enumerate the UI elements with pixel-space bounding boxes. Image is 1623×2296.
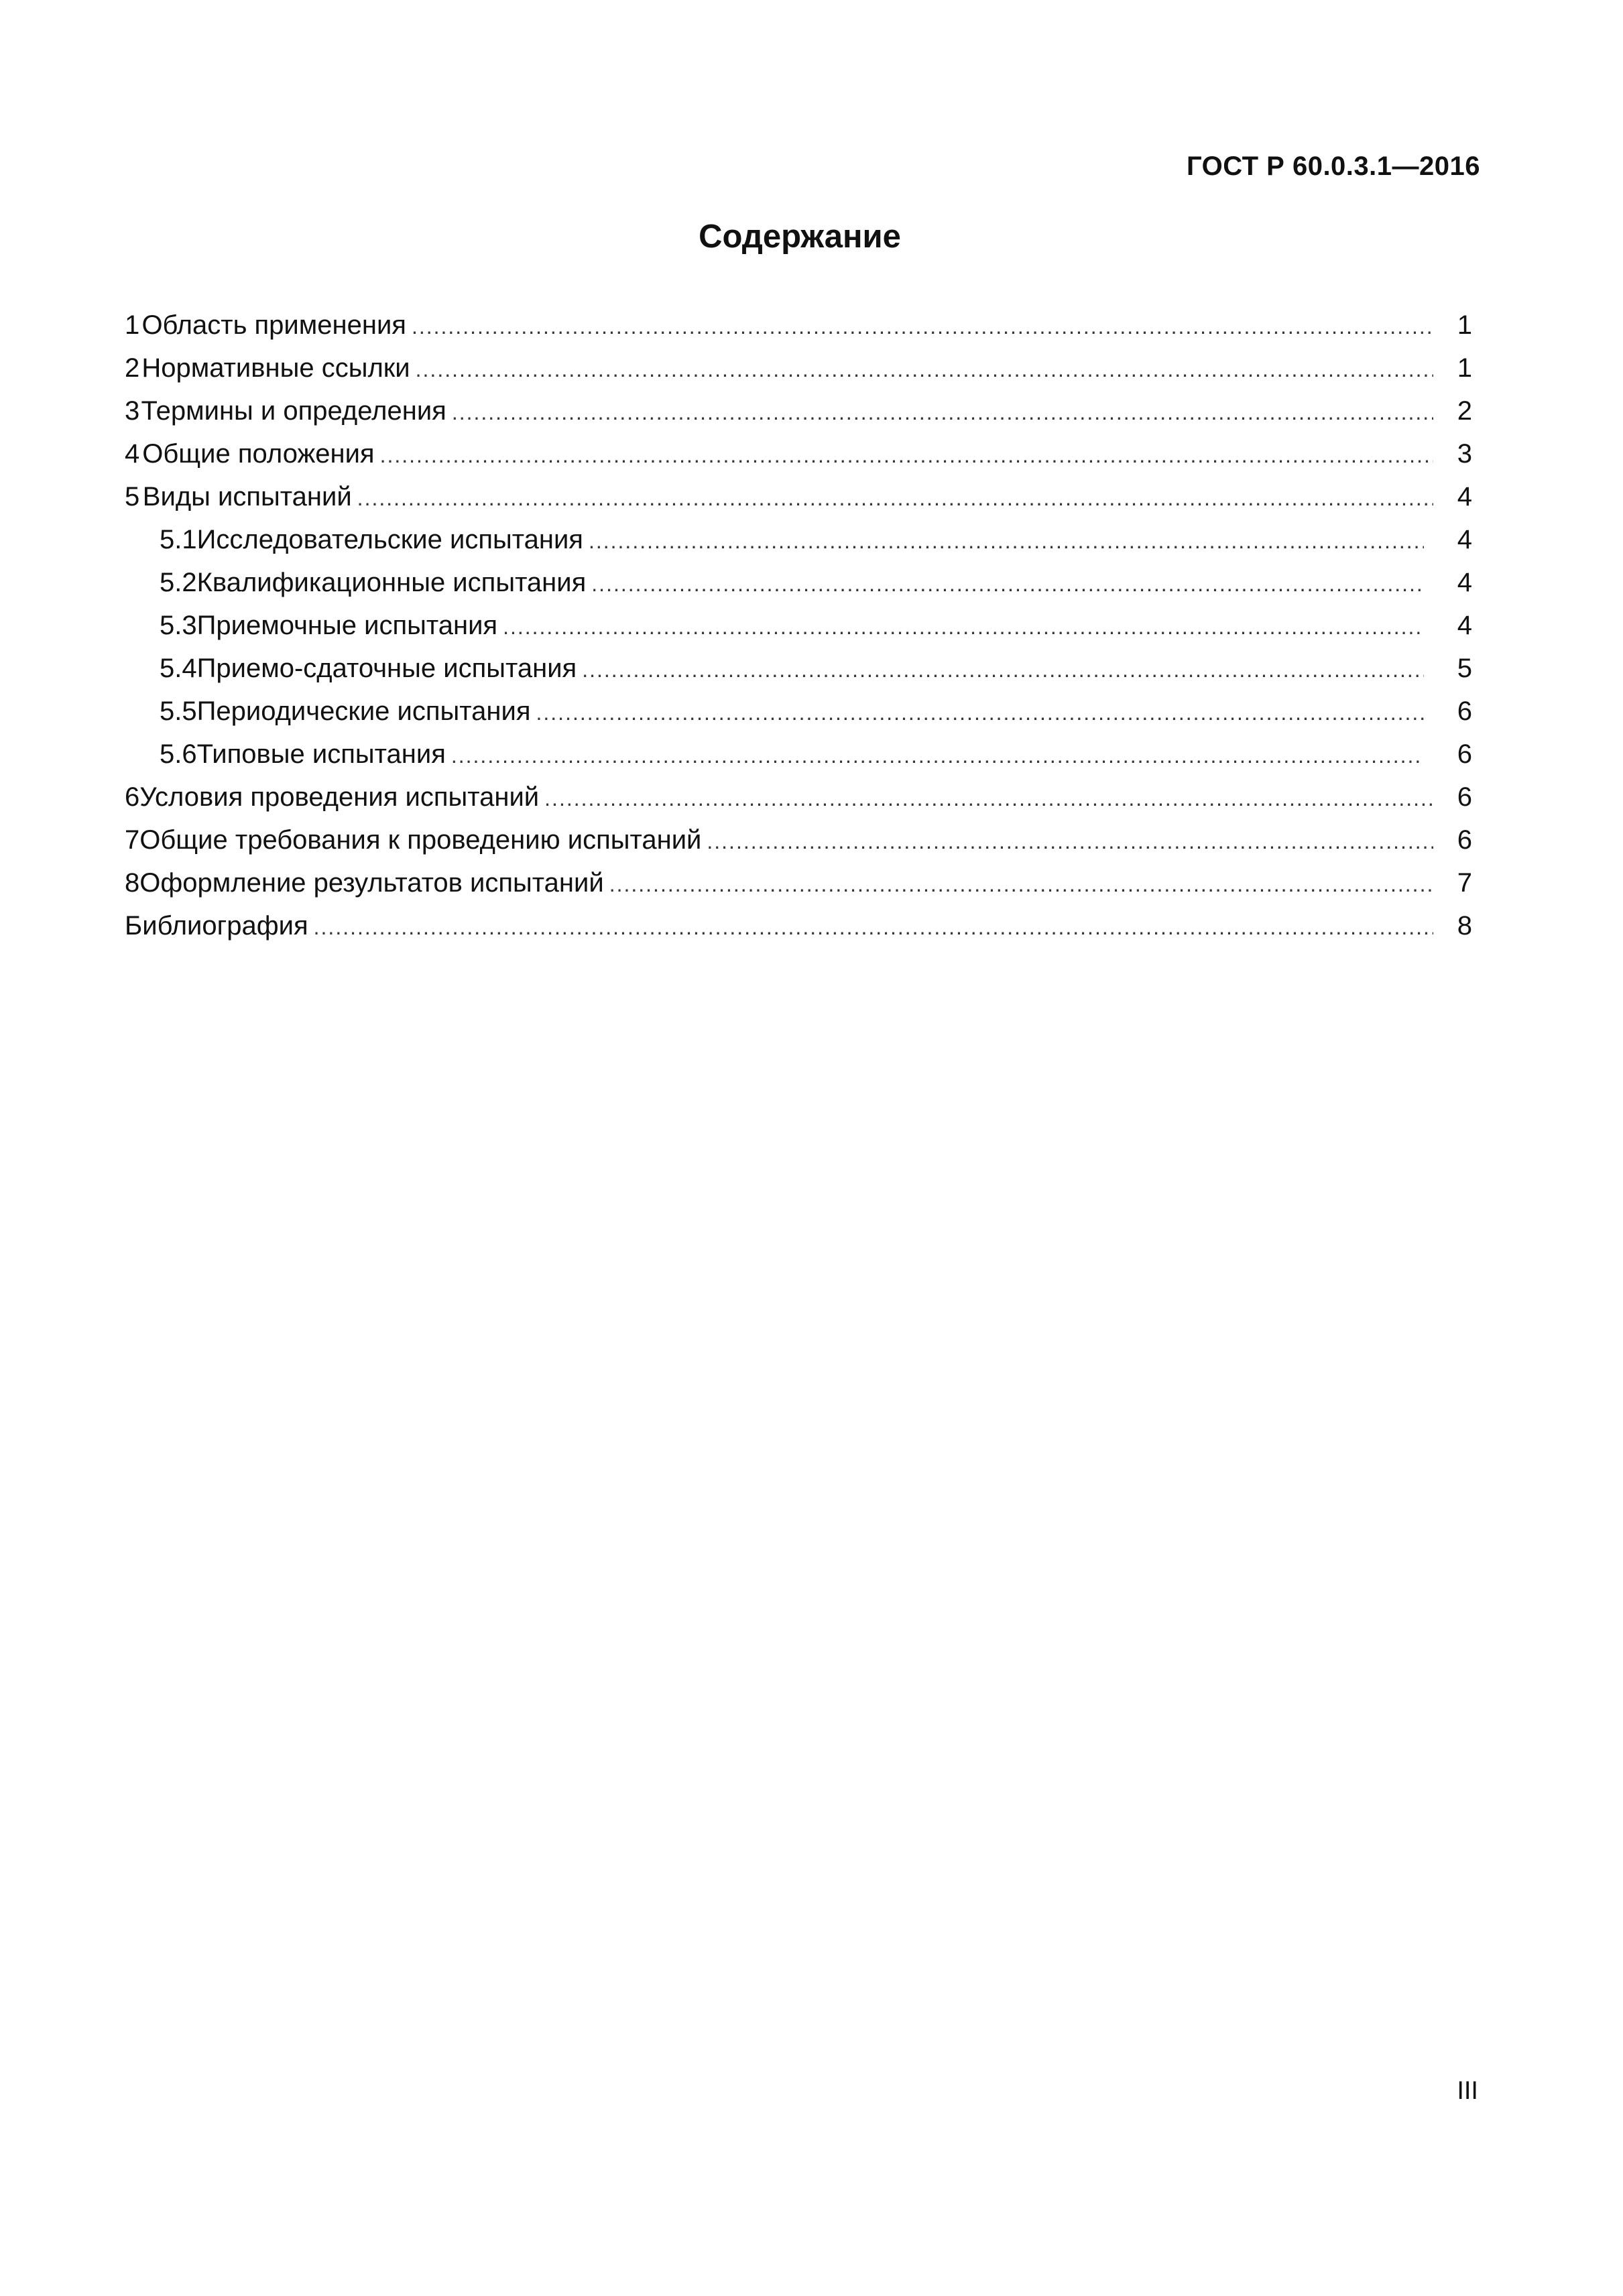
toc-entry-page: 4	[1457, 568, 1472, 597]
toc-entry-2[interactable]	[125, 347, 1472, 389]
toc-dot-leader	[536, 691, 1425, 734]
toc-entry-number: 5.5	[160, 697, 197, 726]
standard-code: ГОСТ Р 60.0.3.1—2016	[1186, 152, 1480, 181]
toc-entry-5-2[interactable]	[125, 561, 1472, 604]
toc-entry-5[interactable]	[125, 475, 1472, 518]
toc-entry-number: 7	[125, 825, 140, 855]
toc-entry-number: 5.6	[160, 739, 197, 769]
toc-entry-page: 7	[1457, 868, 1472, 898]
toc-dot-leader	[416, 348, 1433, 391]
toc-entry-number: 5.4	[160, 654, 197, 683]
toc-entry-page: 6	[1457, 739, 1472, 769]
toc-entry-number: 2	[125, 353, 140, 383]
toc-entry-5-5[interactable]	[125, 690, 1472, 733]
toc-entry-label: Общие положения	[142, 439, 375, 469]
toc-entry-label: Периодические испытания	[196, 697, 531, 726]
toc-dot-leader	[451, 734, 1424, 777]
toc-entry-1[interactable]	[125, 304, 1472, 347]
toc-entry-number: 5	[125, 482, 140, 511]
toc-dot-leader	[582, 648, 1424, 691]
toc-entry-5-1[interactable]	[125, 518, 1472, 561]
toc-entry-8[interactable]	[125, 861, 1472, 904]
toc-entry-page: 4	[1457, 482, 1472, 511]
toc-dot-leader	[380, 434, 1433, 477]
page-number: III	[1457, 2077, 1478, 2105]
toc-dot-leader	[591, 562, 1424, 605]
toc-entry-label: Оформление результатов испытаний	[139, 868, 604, 898]
toc-dot-leader	[503, 605, 1424, 648]
toc-entry-number: 8	[125, 868, 140, 898]
toc-entry-page: 6	[1457, 697, 1472, 726]
toc-entry-label: Область применения	[141, 310, 406, 340]
toc-entry-page: 4	[1457, 611, 1472, 640]
toc-entry-number: 6	[125, 782, 140, 812]
toc-entry-page: 3	[1457, 439, 1472, 469]
toc-entry-label: Общие требования к проведению испытаний	[139, 825, 702, 855]
toc-entry-page: 2	[1457, 396, 1472, 426]
toc-entry-6[interactable]	[125, 776, 1472, 819]
toc-entry-page: 1	[1457, 310, 1472, 340]
toc-entry-label: Приемочные испытания	[196, 611, 498, 640]
toc-entry-number: 1	[125, 310, 140, 340]
toc-entry-label: Условия проведения испытаний	[139, 782, 540, 812]
toc-entry-5-3[interactable]	[125, 604, 1472, 647]
toc-dot-leader	[707, 820, 1433, 863]
toc-entry-page: 6	[1457, 825, 1472, 855]
toc-entry-label: Виды испытаний	[142, 482, 352, 511]
toc-title: Содержание	[699, 219, 901, 255]
toc-dot-leader	[452, 391, 1433, 434]
toc-entry-number: 5.2	[160, 568, 197, 597]
toc-entry-number: 5.1	[160, 525, 197, 554]
toc-entry-label: Библиография	[125, 911, 308, 941]
toc-entry-page: 6	[1457, 782, 1472, 812]
toc-dot-leader	[412, 305, 1433, 348]
toc-dot-leader	[544, 777, 1433, 820]
toc-entry-page: 5	[1457, 654, 1472, 683]
toc-entry-7[interactable]	[125, 819, 1472, 861]
toc-entry-label: Квалификационные испытания	[196, 568, 587, 597]
toc-entry-number: 5.3	[160, 611, 197, 640]
toc-dot-leader	[357, 477, 1433, 520]
toc-entry-label: Типовые испытания	[196, 739, 446, 769]
toc-entry-page: 8	[1457, 911, 1472, 941]
toc-entry-number: 3	[125, 396, 140, 426]
toc-entry-5-6[interactable]	[125, 733, 1472, 776]
table-of-contents	[125, 304, 1472, 947]
toc-entry-page: 4	[1457, 525, 1472, 554]
toc-entry-number: 4	[125, 439, 140, 469]
toc-entry-bibliography[interactable]	[125, 904, 1472, 947]
toc-dot-leader	[609, 863, 1433, 906]
toc-entry-page: 1	[1457, 353, 1472, 383]
toc-entry-label: Термины и определения	[141, 396, 446, 426]
toc-entry-label: Исследовательские испытания	[196, 525, 583, 554]
toc-entry-4[interactable]	[125, 432, 1472, 475]
toc-dot-leader	[589, 520, 1424, 562]
toc-entry-label: Приемо-сдаточные испытания	[196, 654, 577, 683]
toc-entry-3[interactable]	[125, 389, 1472, 432]
toc-entry-label: Нормативные ссылки	[141, 353, 410, 383]
toc-entry-5-4[interactable]	[125, 647, 1472, 690]
toc-dot-leader	[314, 906, 1433, 949]
